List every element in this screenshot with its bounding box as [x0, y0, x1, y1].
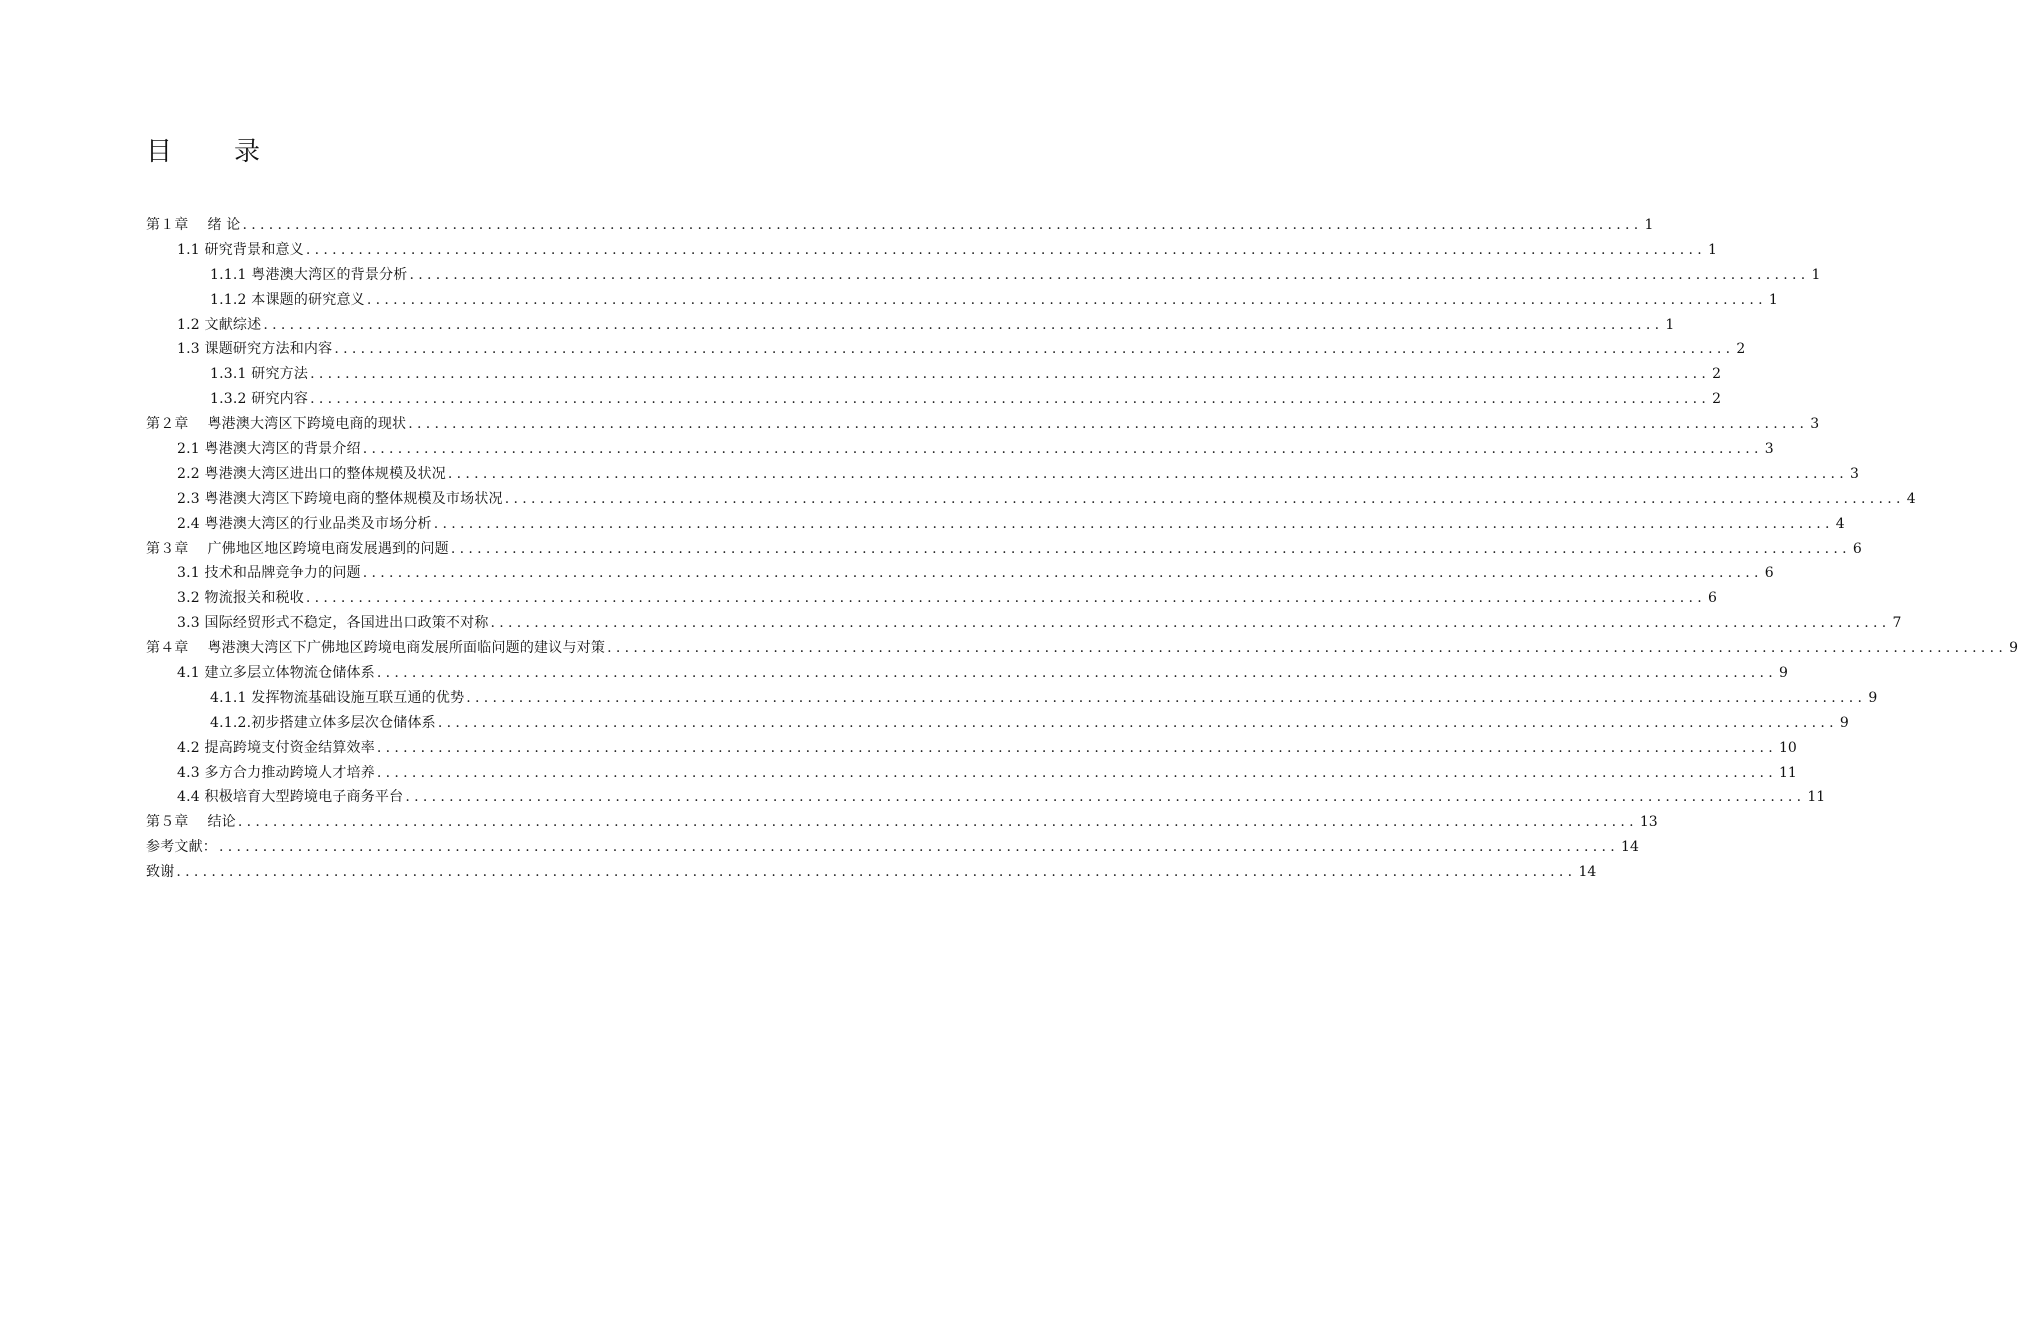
- toc-entry-label: 2.4 粤港澳大湾区的行业品类及市场分析: [177, 515, 432, 532]
- toc-entry-label: 4.3 多方合力推动跨境人才培养: [177, 764, 375, 781]
- toc-dot-leader: ................................................................................................................................................................: [362, 565, 1763, 582]
- toc-dot-leader: ................................................................................................................................................................: [305, 241, 1706, 258]
- toc-entry-label: 1.1 研究背景和意义: [177, 241, 304, 258]
- toc-entry[interactable]: [146, 811, 1658, 836]
- toc-entry[interactable]: [146, 662, 1788, 687]
- toc-entry[interactable]: [146, 687, 1878, 712]
- toc-page-number: 14: [1621, 839, 1639, 856]
- toc-dot-leader: ................................................................................................................................................................: [366, 291, 1767, 308]
- toc-entry-label: 3.2 物流报关和税收: [177, 590, 304, 607]
- toc-page-number: 6: [1852, 540, 1862, 557]
- toc-entry[interactable]: [146, 637, 2018, 662]
- toc-page-number: 11: [1807, 789, 1826, 806]
- toc-dot-leader: ................................................................................................................................................................: [263, 316, 1664, 333]
- toc-page-number: 4: [1835, 515, 1845, 532]
- toc-page-number: 7: [1892, 615, 1902, 632]
- toc-dot-leader: ................................................................................................................................................................: [305, 590, 1706, 607]
- toc-page-number: 1: [1811, 266, 1821, 283]
- toc-entry[interactable]: [146, 562, 1774, 587]
- toc-page-number: 1: [1768, 291, 1778, 308]
- toc-page-number: 4: [1906, 490, 1916, 507]
- toc-dot-leader: ................................................................................................................................................................: [310, 366, 1711, 383]
- toc-dot-leader: ................................................................................................................................................................: [376, 764, 1777, 781]
- toc-page-number: 3: [1849, 465, 1859, 482]
- toc-entry[interactable]: [146, 463, 1859, 488]
- toc-entry[interactable]: [146, 314, 1675, 339]
- toc-entry-label: 2.2 粤港澳大湾区进出口的整体规模及状况: [177, 465, 446, 482]
- toc-dot-leader: ................................................................................................................................................................: [447, 465, 1848, 482]
- toc-dot-leader: ................................................................................................................................................................: [433, 515, 1834, 532]
- toc-entry-label: 4.1.1 发挥物流基础设施互联互通的优势: [210, 689, 465, 706]
- toc-dot-leader: ................................................................................................................................................................: [405, 789, 1806, 806]
- toc-entry[interactable]: [146, 488, 1916, 513]
- toc-entry-label: 4.2 提高跨境支付资金结算效率: [177, 739, 375, 756]
- toc-entry[interactable]: [146, 587, 1717, 612]
- toc-entry-label: 第５章 结论: [146, 814, 236, 831]
- toc-dot-leader: ................................................................................................................................................................: [310, 391, 1711, 408]
- toc-entry-label: 3.3 国际经贸形式不稳定，各国进出口政策不对称: [177, 615, 489, 632]
- toc-page-number: 1: [1644, 217, 1654, 233]
- toc-page-number: 9: [2009, 640, 2018, 657]
- toc-entry[interactable]: [146, 538, 1862, 563]
- toc-dot-leader: ................................................................................................................................................................: [490, 615, 1891, 632]
- toc-page-number: 11: [1778, 764, 1797, 781]
- toc-title: 目 录: [146, 137, 279, 167]
- toc-entry-label: 4.4 积极培育大型跨境电子商务平台: [177, 789, 404, 806]
- toc-page-number: 6: [1707, 590, 1717, 607]
- toc-page-number: 9: [1778, 665, 1788, 682]
- toc-page-number: 13: [1639, 814, 1658, 831]
- toc-dot-leader: ................................................................................................................................................................: [176, 864, 1577, 881]
- toc-entry[interactable]: [146, 239, 1717, 264]
- toc-dot-leader: ................................................................................................................................................................: [219, 839, 1620, 856]
- toc-entry[interactable]: [146, 762, 1797, 787]
- toc-dot-leader: ................................................................................................................................................................: [504, 490, 1905, 507]
- toc-page-number: 2: [1712, 366, 1722, 383]
- toc-entry-label: 致谢: [146, 864, 175, 881]
- toc-entry-label: 参考文献：: [146, 839, 217, 856]
- toc-entry-label: 2.3 粤港澳大湾区下跨境电商的整体规模及市场状况: [177, 490, 503, 507]
- toc-entry[interactable]: [146, 338, 1746, 363]
- toc-dot-leader: ................................................................................................................................................................: [376, 739, 1777, 756]
- toc-entry-label: 2.1 粤港澳大湾区的背景介绍: [177, 441, 361, 458]
- toc-entry[interactable]: [146, 737, 1797, 762]
- toc-entry[interactable]: [146, 214, 1654, 239]
- toc-page-number: 3: [1764, 441, 1774, 458]
- toc-entry[interactable]: [146, 836, 1639, 861]
- toc-page-number: 1: [1707, 241, 1717, 258]
- toc-entry-label: 1.1.2 本课题的研究意义: [210, 291, 365, 308]
- toc-page-number: 2: [1712, 391, 1722, 408]
- toc-page-number: 10: [1778, 739, 1797, 756]
- toc-page-number: 9: [1868, 689, 1878, 706]
- toc-dot-leader: ................................................................................................................................................................: [408, 416, 1809, 433]
- toc-page-number: 3: [1810, 416, 1820, 433]
- toc-dot-leader: ................................................................................................................................................................: [242, 217, 1643, 233]
- toc-entry[interactable]: [146, 861, 1597, 886]
- toc-dot-leader: ................................................................................................................................................................: [409, 266, 1810, 283]
- toc-entry[interactable]: [146, 513, 1845, 538]
- toc-entry[interactable]: [146, 612, 1902, 637]
- toc-entry-label: 第１章 绪 论: [146, 217, 241, 233]
- toc-entry[interactable]: [146, 712, 1849, 737]
- toc-page-number: 9: [1839, 714, 1849, 731]
- toc-entry[interactable]: [146, 786, 1826, 811]
- toc-entry[interactable]: [146, 363, 1722, 388]
- toc-page-number: 1: [1665, 316, 1675, 333]
- toc-entry-label: 1.2 文献综述: [177, 316, 262, 333]
- toc-page-number: 6: [1764, 565, 1774, 582]
- toc-entry[interactable]: [146, 413, 1820, 438]
- toc-entry-label: 3.1 技术和品牌竞争力的问题: [177, 565, 361, 582]
- toc-dot-leader: ................................................................................................................................................................: [466, 689, 1867, 706]
- toc-dot-leader: ................................................................................................................................................................: [437, 714, 1838, 731]
- toc-page-number: 14: [1578, 864, 1597, 881]
- toc-dot-leader: ................................................................................................................................................................: [334, 341, 1735, 358]
- toc-entry-label: 4.1 建立多层立体物流仓储体系: [177, 665, 375, 682]
- toc-entry[interactable]: [146, 388, 1722, 413]
- toc-entry-label: 1.3.1 研究方法: [210, 366, 309, 383]
- toc-dot-leader: ................................................................................................................................................................: [450, 540, 1851, 557]
- toc-entry[interactable]: [146, 438, 1774, 463]
- table-of-contents: [146, 214, 2018, 886]
- toc-entry[interactable]: [146, 264, 1821, 289]
- toc-dot-leader: ................................................................................................................................................................: [237, 814, 1638, 831]
- toc-entry[interactable]: [146, 289, 1778, 314]
- toc-entry-label: 1.3.2 研究内容: [210, 391, 309, 408]
- toc-dot-leader: ................................................................................................................................................................: [376, 665, 1777, 682]
- toc-entry-label: 第３章 广佛地区地区跨境电商发展遇到的问题: [146, 540, 449, 557]
- toc-entry-label: 第２章 粤港澳大湾区下跨境电商的现状: [146, 416, 407, 433]
- toc-entry-label: 4.1.2.初步搭建立体多层次仓储体系: [210, 714, 436, 731]
- toc-entry-label: 第４章 粤港澳大湾区下广佛地区跨境电商发展所面临问题的建议与对策: [146, 640, 606, 657]
- toc-entry-label: 1.1.1 粤港澳大湾区的背景分析: [210, 266, 408, 283]
- toc-dot-leader: ................................................................................................................................................................: [607, 640, 2008, 657]
- toc-entry-label: 1.3 课题研究方法和内容: [177, 341, 333, 358]
- toc-dot-leader: ................................................................................................................................................................: [362, 441, 1763, 458]
- toc-page-number: 2: [1736, 341, 1746, 358]
